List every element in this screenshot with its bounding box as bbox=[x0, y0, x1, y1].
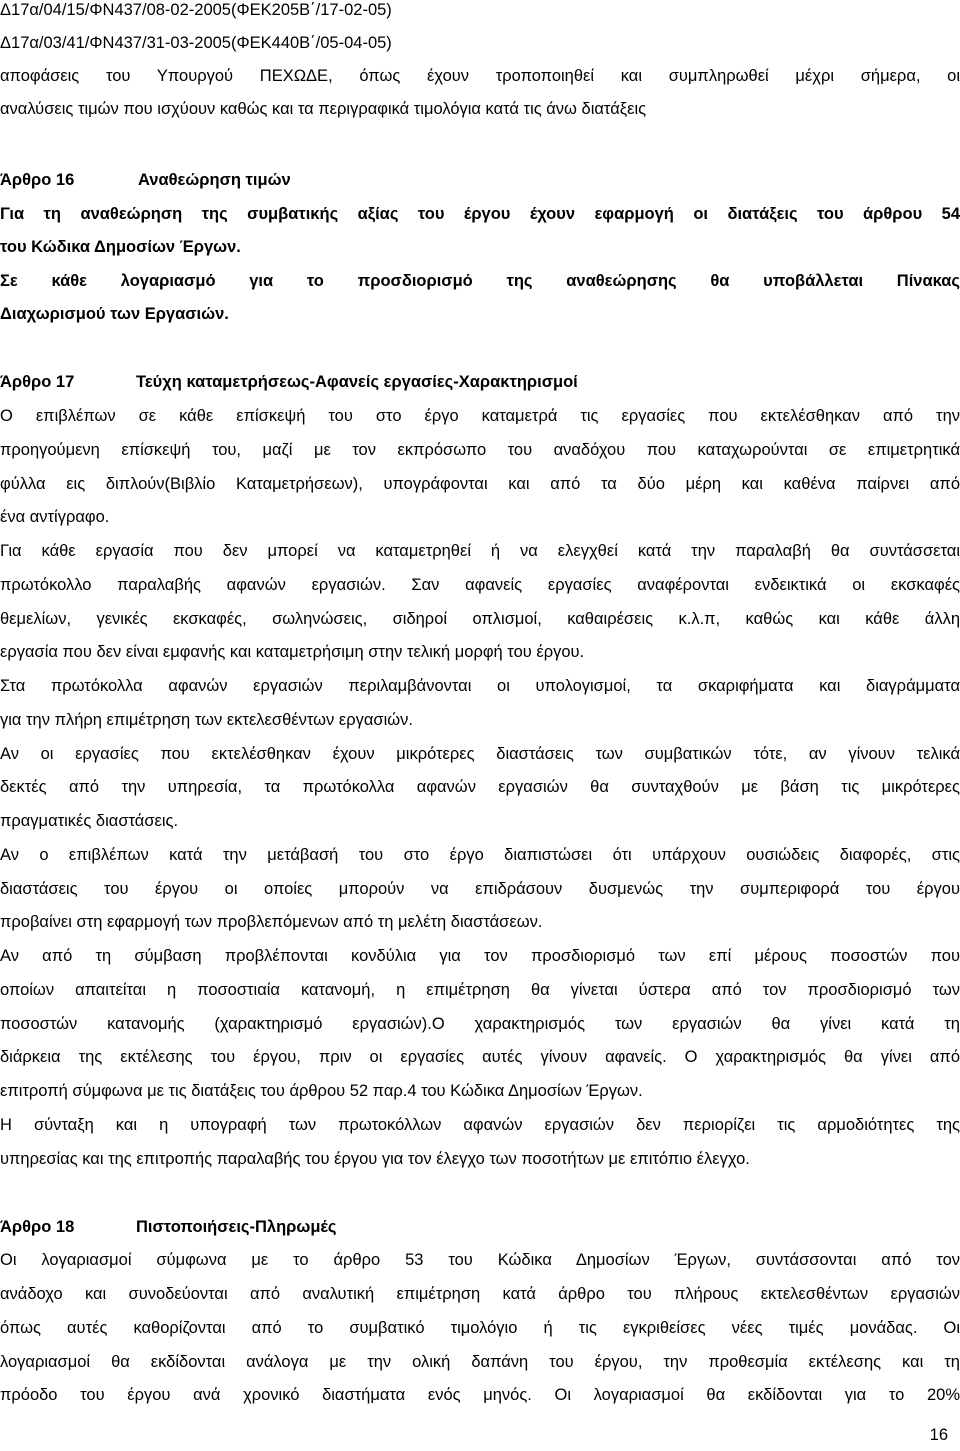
article-18-line: ανάδοχο και συνοδεύονται από αναλυτική επιμέτρηση κατά άρθρο του πλήρους εκτελεσθέντων εργασιών bbox=[0, 1285, 960, 1303]
article-18-line: πρόοδο του έργου ανά χρονικό διαστήματα ενός μηνός. Οι λογαριασμοί θα εκδίδονται για το 20% bbox=[0, 1386, 960, 1404]
article-17-line: υπηρεσίας και της επιτροπής παραλαβής του έργου για τον έλεγχο των ποσοτήτων με επιτόπιο έλεγχο. bbox=[0, 1150, 750, 1168]
article-17-line: προβαίνει στη εφαρμογή των προβλεπόμενων από τη μελέτη διαστάσεων. bbox=[0, 913, 543, 931]
intro-line: αποφάσεις του Υπουργού ΠΕΧΩΔΕ, όπως έχουν τροποποιηθεί και συμπληρωθεί μέχρι σήμερα, οι bbox=[0, 67, 960, 85]
header-reference-line-2: Δ17α/03/41/ΦΝ437/31-03-2005(ΦΕΚ440Β΄/05-04-05) bbox=[0, 34, 392, 52]
article-17-line: Αν από τη σύμβαση προβλέπονται κονδύλια για τον προσδιορισμό των επί μέρους ποσοστών που bbox=[0, 947, 960, 965]
article-17-number: Άρθρο 17 bbox=[0, 373, 75, 391]
article-17-line: ένα αντίγραφο. bbox=[0, 508, 110, 526]
article-17-line: Αν ο επιβλέπων κατά την μετάβασή του στο έργο διαπιστώσει ότι υπάρχουν ουσιώδεις διαφορές, στις bbox=[0, 846, 960, 864]
article-17-line: Ο επιβλέπων σε κάθε επίσκεψή του στο έργο καταμετρά τις εργασίες που εκτελέσθηκαν από την bbox=[0, 407, 960, 425]
article-16-line: Διαχωρισμού των Εργασιών. bbox=[0, 305, 229, 323]
article-16-title: Αναθεώρηση τιμών bbox=[138, 171, 291, 189]
article-17-line: φύλλα εις διπλούν(Βιβλίο Καταμετρήσεων), υπογράφονται και από τα δύο μέρη και καθένα παίρνει από bbox=[0, 475, 960, 493]
article-16-line: Σε κάθε λογαριασμό για το προσδιορισμό της αναθεώρησης θα υποβάλλεται Πίνακας bbox=[0, 272, 960, 290]
article-17-line: διαστάσεις του έργου οι οποίες μπορούν να επιδράσουν δυσμενώς την συμπεριφορά του έργου bbox=[0, 880, 960, 898]
article-17-line: πρωτόκολλο παραλαβής αφανών εργασιών. Σαν αφανείς εργασίες αναφέρονται ενδεικτικά οι εκσκαφές bbox=[0, 576, 960, 594]
article-17-line: διάρκεια της εκτέλεσης του έργου, πριν οι εργασίες αυτές γίνουν αφανείς. Ο χαρακτηρισμός θα γίνει από bbox=[0, 1048, 960, 1066]
article-17-title: Τεύχη καταμετρήσεως-Αφανείς εργασίες-Χαρακτηρισμοί bbox=[136, 373, 578, 391]
article-17-line: ποσοστών κατανομής (χαρακτηρισμό εργασιών).Ο χαρακτηρισμός των εργασιών θα γίνει κατά τη bbox=[0, 1015, 960, 1033]
page-number: 16 bbox=[929, 1426, 948, 1444]
article-17-line: επιτροπή σύμφωνα με τις διατάξεις του άρθρου 52 παρ.4 του Κώδικα Δημοσίων Έργων. bbox=[0, 1082, 643, 1100]
article-17-line: θεμελίων, γενικές εκσκαφές, σωληνώσεις, σιδηροί οπλισμοί, καθαιρέσεις κ.λ.π, καθώς και κάθε άλλη bbox=[0, 610, 960, 628]
article-18-line: Οι λογαριασμοί σύμφωνα με το άρθρο 53 του Κώδικα Δημοσίων Έργων, συντάσσονται από τον bbox=[0, 1251, 960, 1269]
article-18-title: Πιστοποιήσεις-Πληρωμές bbox=[136, 1218, 337, 1236]
article-17-line: Αν οι εργασίες που εκτελέσθηκαν έχουν μικρότερες διαστάσεις των συμβατικών τότε, αν γίνουν τελικά bbox=[0, 745, 960, 763]
article-17-line: για την πλήρη επιμέτρηση των εκτελεσθέντων εργασιών. bbox=[0, 711, 413, 729]
article-17-line: Η σύνταξη και η υπογραφή των πρωτοκόλλων αφανών εργασιών δεν περιορίζει τις αρμοδιότητες της bbox=[0, 1116, 960, 1134]
article-18-number: Άρθρο 18 bbox=[0, 1218, 75, 1236]
header-reference-line-1: Δ17α/04/15/ΦΝ437/08-02-2005(ΦΕΚ205Β΄/17-02-05) bbox=[0, 1, 392, 19]
article-16-heading bbox=[0, 170, 291, 190]
article-17-line: οποίων απαιτείται η ποσοστιαία κατανομή, η επιμέτρηση θα γίνεται ύστερα από τον προσδιορισμό των bbox=[0, 981, 960, 999]
intro-line: αναλύσεις τιμών που ισχύουν καθώς και τα περιγραφικά τιμολόγια κατά τις άνω διατάξεις bbox=[0, 100, 647, 118]
article-17-line: πραγματικές διαστάσεις. bbox=[0, 812, 179, 830]
article-17-line: δεκτές από την υπηρεσία, τα πρωτόκολλα αφανών εργασιών θα συνταχθούν με βάση τις μικρότερες bbox=[0, 778, 960, 796]
article-17-line: Στα πρωτόκολλα αφανών εργασιών περιλαμβάνονται οι υπολογισμοί, τα σκαριφήματα και διαγράμματα bbox=[0, 677, 960, 695]
article-17-line: προηγούμενη επίσκεψή του, μαζί με τον εκπρόσωπο του αναδόχου που καταχωρούνται σε επιμετρητικά bbox=[0, 441, 960, 459]
article-17-heading bbox=[0, 372, 578, 392]
article-18-line: λογαριασμοί θα εκδίδονται ανάλογα με την ολική δαπάνη του έργου, την προθεσμία εκτέλεσης και τη bbox=[0, 1353, 960, 1371]
article-18-line: όπως αυτές καθορίζονται από το συμβατικό τιμολόγιο ή τις εγκριθείσες νέες τιμές μονάδας. Οι bbox=[0, 1319, 960, 1337]
article-18-heading bbox=[0, 1217, 337, 1237]
article-16-line: του Κώδικα Δημοσίων Έργων. bbox=[0, 238, 241, 256]
article-16-number: Άρθρο 16 bbox=[0, 171, 75, 189]
article-16-line: Για τη αναθεώρηση της συμβατικής αξίας του έργου έχουν εφαρμογή οι διατάξεις του άρθρου 54 bbox=[0, 205, 960, 223]
article-17-line: Για κάθε εργασία που δεν μπορεί να καταμετρηθεί ή να ελεγχθεί κατά την παραλαβή θα συντάσσεται bbox=[0, 542, 960, 560]
article-17-line: εργασία που δεν είναι εμφανής και καταμετρήσιμη στην τελική μορφή του έργου. bbox=[0, 643, 585, 661]
